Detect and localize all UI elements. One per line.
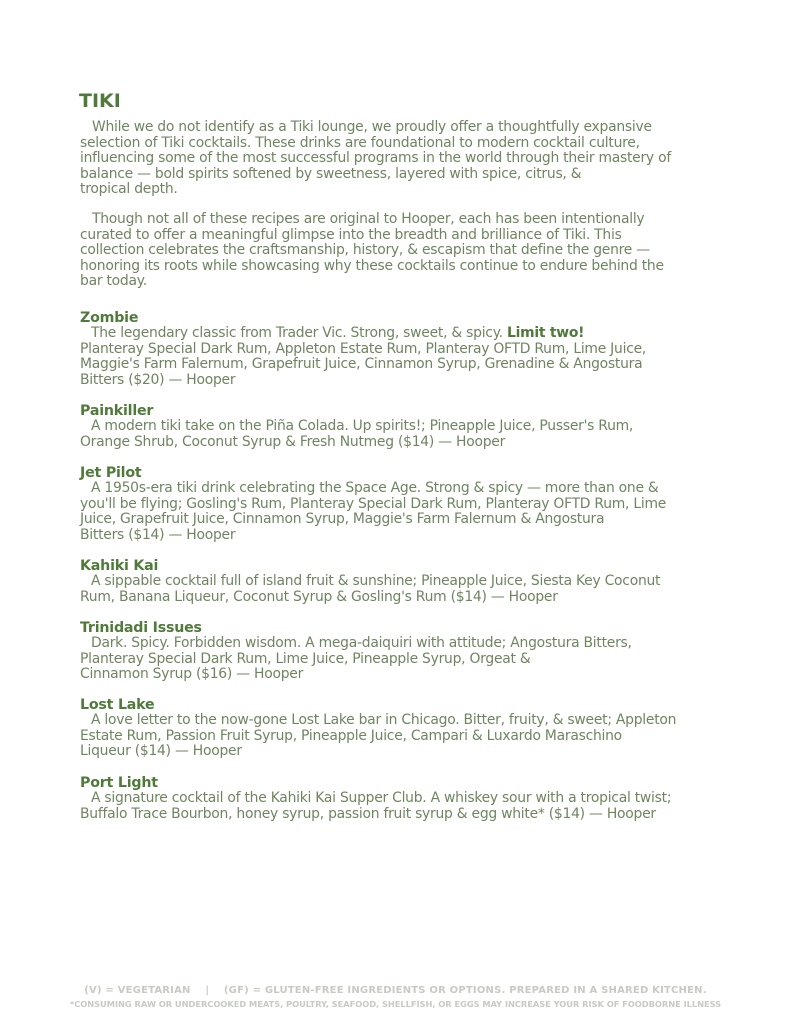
drink-desc-line: Orange Shrub, Coconut Syrup & Fresh Nutmeg ($14) — Hooper bbox=[80, 433, 506, 450]
intro-line: tropical depth. bbox=[80, 181, 178, 198]
intro-line: Though not all of these recipes are original to Hooper, each has been intentionally bbox=[92, 211, 645, 227]
drink-desc-lead: The legendary classic from Trader Vic. Strong, sweet, & spicy. bbox=[91, 325, 503, 341]
footer-legend: (V) = VEGETARIAN | (GF) = GLUTEN-FREE INGREDIENTS OR OPTIONS. PREPARED IN A SHARED KITCHEN. bbox=[84, 985, 707, 996]
drink-description bbox=[80, 636, 720, 683]
intro-line: balance — bold spirits softened by sweetness, layered with spice, citrus, & bbox=[80, 165, 582, 182]
drink-desc-line: Liqueur ($14) — Hooper bbox=[80, 743, 242, 760]
drink-desc-line: Bitters ($14) — Hooper bbox=[80, 526, 236, 543]
drink-desc-line: A 1950s-era tiki drink celebrating the Space Age. Strong & spicy — more than one & bbox=[91, 480, 659, 496]
drink-item-painkiller bbox=[80, 403, 720, 450]
drink-name: Zombie bbox=[80, 310, 139, 326]
drink-description bbox=[80, 481, 720, 543]
drink-item-trinidadi-issues bbox=[80, 620, 720, 683]
intro-line: selection of Tiki cocktails. These drinks are foundational to modern cocktail culture, bbox=[80, 134, 640, 151]
drink-desc-line: Dark. Spicy. Forbidden wisdom. A mega-daiquiri with attitude; Angostura Bitters, bbox=[91, 635, 632, 651]
drink-desc-line: Cinnamon Syrup ($16) — Hooper bbox=[80, 666, 304, 683]
drink-name: Trinidadi Issues bbox=[80, 620, 202, 636]
intro-paragraph bbox=[80, 212, 720, 290]
drink-name: Jet Pilot bbox=[80, 465, 142, 481]
drink-item-kahiki-kai bbox=[80, 558, 720, 605]
intro-line: bar today. bbox=[80, 273, 147, 290]
drink-description bbox=[80, 326, 720, 388]
drink-desc-line: Rum, Banana Liqueur, Coconut Syrup & Gosling's Rum ($14) — Hooper bbox=[80, 588, 558, 605]
drink-desc-line: Estate Rum, Passion Fruit Syrup, Pineapple Juice, Campari & Luxardo Maraschino bbox=[80, 727, 622, 744]
drink-name: Kahiki Kai bbox=[80, 558, 159, 574]
drink-desc-line: Planteray Special Dark Rum, Lime Juice, Pineapple Syrup, Orgeat & bbox=[80, 650, 531, 667]
drink-desc-line: A signature cocktail of the Kahiki Kai Supper Club. A whiskey sour with a tropical twist; bbox=[91, 790, 672, 806]
drink-desc-line: you'll be flying; Gosling's Rum, Planteray Special Dark Rum, Planteray OFTD Rum, Lime bbox=[80, 495, 667, 512]
drink-desc-line: Maggie's Farm Falernum, Grapefruit Juice, Cinnamon Syrup, Grenadine & Angostura bbox=[80, 356, 643, 373]
intro-line: collection celebrates the craftsmanship, history, & escapism that define the genre — bbox=[80, 242, 650, 259]
drink-description bbox=[80, 791, 720, 822]
drink-name: Port Light bbox=[80, 775, 158, 791]
intro-line: influencing some of the most successful programs in the world through their mastery of bbox=[80, 150, 671, 167]
drink-desc-line: Buffalo Trace Bourbon, honey syrup, passion fruit syrup & egg white* ($14) — Hooper bbox=[80, 805, 656, 822]
intro-line: curated to offer a meaningful glimpse into the breadth and brilliance of Tiki. This bbox=[80, 226, 622, 243]
drink-desc-emphasis: Limit two! bbox=[507, 325, 585, 341]
drink-desc-line: A love letter to the now-gone Lost Lake bar in Chicago. Bitter, fruity, & sweet; Appleton bbox=[91, 712, 677, 728]
drink-item-zombie bbox=[80, 310, 720, 388]
drink-desc-line: Planteray Special Dark Rum, Appleton Estate Rum, Planteray OFTD Rum, Lime Juice, bbox=[80, 340, 647, 357]
drink-desc-line: Bitters ($20) — Hooper bbox=[80, 371, 236, 388]
intro-paragraph bbox=[80, 120, 720, 198]
drink-desc-line: A modern tiki take on the Piña Colada. Up spirits!; Pineapple Juice, Pusser's Rum, bbox=[91, 418, 634, 434]
drink-item-lost-lake bbox=[80, 697, 720, 760]
section-title: TIKI bbox=[79, 90, 121, 112]
drink-description bbox=[80, 574, 720, 605]
drink-item-jet-pilot bbox=[80, 465, 720, 543]
footer-disclaimer: *CONSUMING RAW OR UNDERCOOKED MEATS, POULTRY, SEAFOOD, SHELLFISH, OR EGGS MAY INCREASE YOUR RISK OF FOODBORNE ILLNESS bbox=[69, 999, 722, 1009]
intro-line: honoring its roots while showcasing why these cocktails continue to endure behind the bbox=[80, 257, 664, 274]
intro-line: While we do not identify as a Tiki lounge, we proudly offer a thoughtfully expansive bbox=[92, 119, 652, 135]
drink-description bbox=[80, 713, 720, 760]
drink-desc-line: Juice, Grapefruit Juice, Cinnamon Syrup, Maggie's Farm Falernum & Angostura bbox=[80, 511, 605, 528]
drink-description bbox=[80, 419, 720, 450]
drink-name: Lost Lake bbox=[80, 697, 155, 713]
drink-desc-line: A sippable cocktail full of island fruit & sunshine; Pineapple Juice, Siesta Key Coconut bbox=[91, 573, 661, 589]
drink-item-port-light bbox=[80, 775, 720, 822]
drink-name: Painkiller bbox=[80, 403, 154, 419]
